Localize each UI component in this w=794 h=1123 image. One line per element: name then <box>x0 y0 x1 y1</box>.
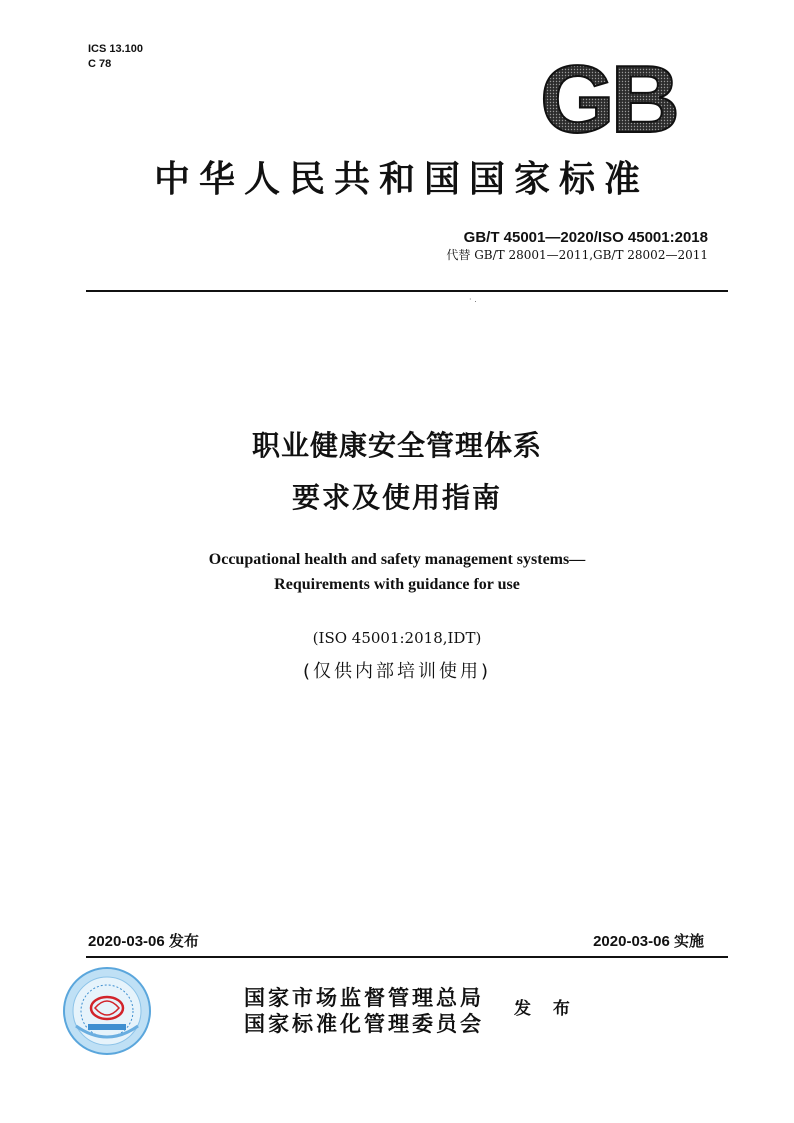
iso-equivalence: (ISO 45001:2018,IDT) <box>312 629 482 647</box>
classification-codes <box>88 42 143 72</box>
title-en-line1: Occupational health and safety management systems— <box>208 551 586 568</box>
top-divider <box>86 290 728 292</box>
gb-logo <box>528 56 688 138</box>
title-cn-line2: 要求及使用指南 <box>291 481 502 514</box>
ccs-code: C 78 <box>88 58 112 70</box>
replaces-note: 代替 GB/T 28001—2011,GB/T 28002—2011 <box>446 248 708 262</box>
title-en-line2: Requirements with guidance for use <box>274 576 520 593</box>
issuer-samr: 国家市场监督管理总局 <box>244 985 484 1010</box>
national-standard-title: 中华人民共和国国家标准 <box>153 159 649 200</box>
title-cn-line1: 职业健康安全管理体系 <box>251 429 542 462</box>
publish-label: 发 布 <box>514 999 578 1019</box>
implementation-date: 2020-03-06 实施 <box>593 933 704 950</box>
issuer-sac: 国家标准化管理委员会 <box>244 1011 484 1036</box>
ics-code: ICS 13.100 <box>88 43 144 55</box>
anti-counterfeit-seal-icon <box>62 966 152 1056</box>
standard-number: GB/T 45001—2020/ISO 45001:2018 <box>463 229 708 246</box>
issue-date: 2020-03-06 发布 <box>88 933 199 950</box>
bottom-divider <box>86 956 728 958</box>
gb-logo-text: GB <box>540 56 676 138</box>
internal-use-note: (仅供内部培训使用) <box>302 661 492 682</box>
scan-speck: · . <box>469 295 477 304</box>
